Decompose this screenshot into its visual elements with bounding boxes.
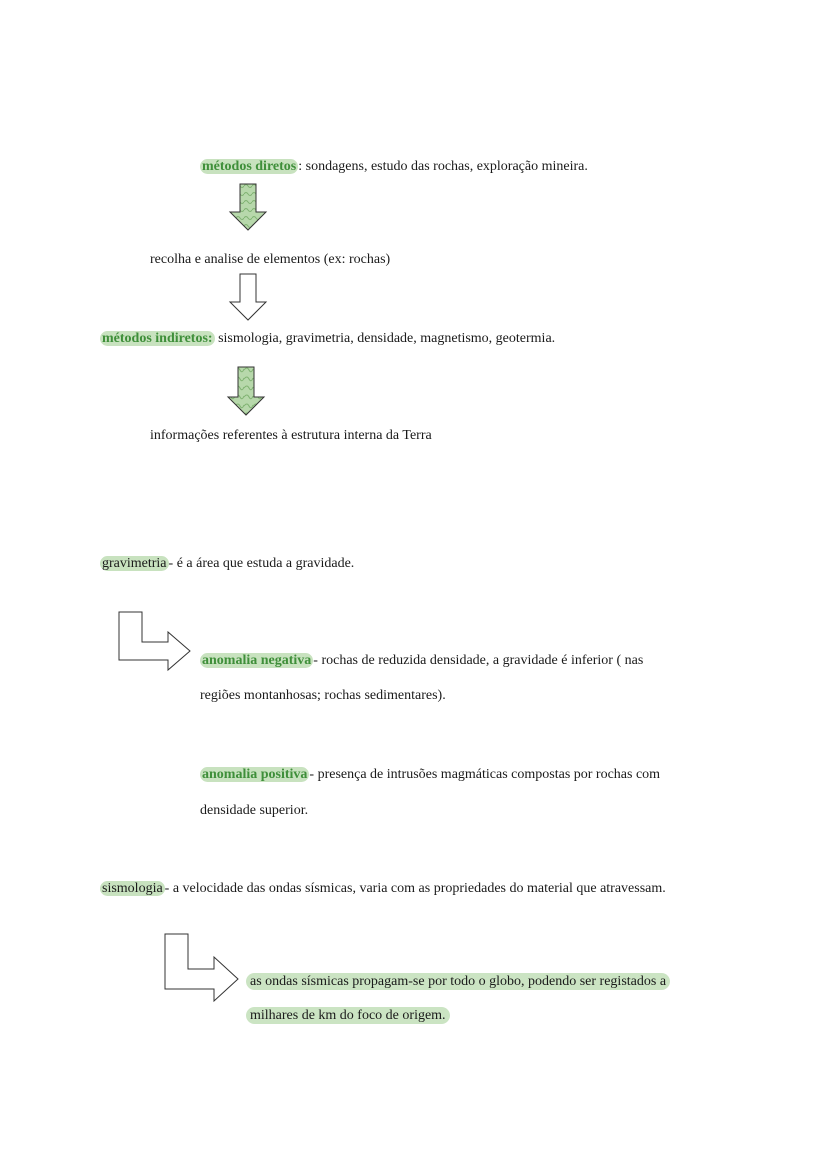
down-arrow-icon bbox=[228, 182, 268, 232]
seismic-detail-line bbox=[246, 973, 670, 991]
bent-arrow-icon bbox=[164, 933, 240, 1003]
negative-anomaly-line bbox=[200, 652, 643, 670]
bent-arrow-icon bbox=[118, 611, 192, 671]
seismic-detail-line-cont bbox=[246, 1007, 450, 1025]
indirect-methods-term: métodos indiretos: bbox=[102, 331, 213, 346]
seismology-desc: - a velocidade das ondas sísmicas, varia com as propriedades do material que atravessam. bbox=[164, 881, 666, 896]
down-arrow-outline-icon bbox=[228, 272, 268, 322]
positive-anomaly-term: anomalia positiva bbox=[202, 767, 308, 782]
down-arrow-icon bbox=[226, 365, 266, 417]
direct-methods-term: métodos diretos bbox=[202, 159, 297, 174]
positive-anomaly-desc-cont: densidade superior. bbox=[200, 803, 309, 818]
seismic-detail-text: as ondas sísmicas propagam-se por todo o globo, podendo ser registados a bbox=[246, 973, 670, 990]
info-line: informações referentes à estrutura interna da Terra bbox=[150, 428, 432, 443]
negative-anomaly-term: anomalia negativa bbox=[202, 653, 312, 668]
indirect-methods-desc: sismologia, gravimetria, densidade, magnetismo, geotermia. bbox=[214, 331, 556, 346]
positive-anomaly-desc: - presença de intrusões magmáticas compostas por rochas com bbox=[309, 767, 661, 782]
collect-line: recolha e analise de elementos (ex: rochas) bbox=[150, 252, 391, 267]
indirect-methods-line bbox=[100, 330, 555, 348]
direct-methods-desc: : sondagens, estudo das rochas, exploração mineira. bbox=[298, 159, 588, 174]
seismic-detail-text-cont: milhares de km do foco de origem. bbox=[246, 1007, 450, 1024]
seismology-line bbox=[100, 880, 666, 898]
positive-anomaly-line bbox=[200, 766, 660, 784]
negative-anomaly-desc-cont: regiões montanhosas; rochas sedimentares). bbox=[200, 688, 446, 703]
gravimetry-term: gravimetria bbox=[102, 556, 167, 571]
seismology-term: sismologia bbox=[102, 881, 163, 896]
direct-methods-line bbox=[200, 158, 588, 176]
gravimetry-desc: - é a área que estuda a gravidade. bbox=[168, 556, 355, 571]
negative-anomaly-desc: - rochas de reduzida densidade, a gravidade é inferior ( nas bbox=[313, 653, 644, 668]
gravimetry-line bbox=[100, 555, 354, 573]
